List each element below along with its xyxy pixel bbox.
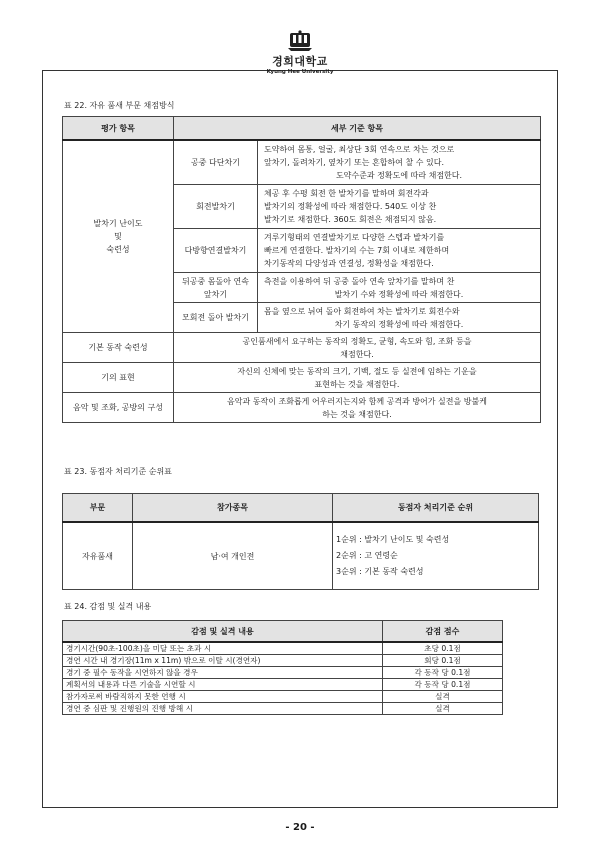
deduction-points: 각 동작 당 0.1점 bbox=[383, 679, 503, 691]
table-row bbox=[63, 679, 503, 691]
row-description: 자신의 신체에 맞는 동작의 크기, 기백, 절도 등 실전에 임하는 기운을 표현하는 것을 채점한다. bbox=[174, 363, 541, 393]
deduction-content: 경연 중 심판 및 진행원의 진행 방해 시 bbox=[63, 703, 383, 715]
logo-name-korean: 경희대학교 bbox=[272, 55, 328, 68]
deduction-content: 경기 중 필수 동작을 시연하지 않을 경우 bbox=[63, 667, 383, 679]
page-number: - 20 - bbox=[285, 822, 315, 833]
table-row bbox=[63, 667, 503, 679]
table23-caption: 표 23. 동점자 처리기준 순위표 bbox=[64, 467, 172, 476]
crest-icon bbox=[287, 30, 313, 52]
row-description: 공인품새에서 요구하는 동작의 정확도, 균형, 속도와 힘, 조화 등을 채점한다. bbox=[174, 333, 541, 363]
header-deduction-points: 감점 점수 bbox=[383, 621, 503, 643]
table24-caption: 표 24. 감점 및 실격 내용 bbox=[64, 602, 152, 611]
item-description: 몸을 옆으로 뉘여 돌아 회전하여 차는 발차기로 회전수와 차기 동작의 정확성에 따라 채점한다. bbox=[258, 303, 541, 333]
header-eval-item: 평가 항목 bbox=[63, 117, 174, 141]
header-division: 부문 bbox=[63, 494, 133, 523]
deduction-table bbox=[62, 620, 503, 715]
table-row bbox=[63, 363, 541, 393]
table-row bbox=[63, 393, 541, 423]
table-row bbox=[63, 140, 541, 185]
deduction-points: 실격 bbox=[383, 703, 503, 715]
item-description: 도약하여 몸통, 얼굴, 최상단 3회 연속으로 차는 것으로 앞차기, 돌려차기, 옆차기 또는 혼합하여 찰 수 있다. 도약수준과 정확도에 따라 채점한다. bbox=[258, 140, 541, 185]
row-label: 기본 동작 숙련성 bbox=[63, 333, 174, 363]
deduction-points: 회당 0.1점 bbox=[383, 655, 503, 667]
row-label: 기의 표현 bbox=[63, 363, 174, 393]
scoring-table bbox=[62, 116, 541, 423]
header-tiebreak-order: 동점자 처리기준 순위 bbox=[333, 494, 539, 523]
header-event: 참가종목 bbox=[133, 494, 333, 523]
group-label-kick-difficulty: 발차기 난이도 및 숙련성 bbox=[63, 140, 174, 333]
deduction-points: 각 동작 당 0.1점 bbox=[383, 667, 503, 679]
deduction-content: 참가자로써 바람직하지 못한 언행 시 bbox=[63, 691, 383, 703]
table-row bbox=[63, 703, 503, 715]
event-cell: 남·여 개인전 bbox=[133, 522, 333, 590]
table-header-row bbox=[63, 621, 503, 643]
item-name: 모회전 돌아 발차기 bbox=[174, 303, 258, 333]
item-name: 다방향연결발차기 bbox=[174, 229, 258, 273]
table22-caption: 표 22. 자유 품새 부문 채점방식 bbox=[64, 101, 175, 110]
row-label: 음악 및 조화, 공방의 구성 bbox=[63, 393, 174, 423]
table-row bbox=[63, 655, 503, 667]
header-deduction-content: 감점 및 실격 내용 bbox=[63, 621, 383, 643]
deduction-content: 경기시간(90초-100초)을 미달 또는 초과 시 bbox=[63, 642, 383, 655]
table-row bbox=[63, 522, 539, 590]
item-name: 회전발차기 bbox=[174, 185, 258, 229]
table-header-row bbox=[63, 494, 539, 523]
row-description: 음악과 동작이 조화롭게 어우러지는지와 함께 공격과 방어가 실전을 방불케 하는 것을 채점한다. bbox=[174, 393, 541, 423]
item-description: 체공 후 수평 회전 한 발차기를 말하며 회전각과 발차기의 정확성에 따라 채점한다. 540도 이상 찬 발차기로 채점한다. 360도 회전은 채점되지 않음. bbox=[258, 185, 541, 229]
tiebreak-order-cell: 1순위 : 발차기 난이도 및 숙련성 2순위 : 고 연령순 3순위 : 기본 동작 숙련성 bbox=[333, 522, 539, 590]
deduction-points: 실격 bbox=[383, 691, 503, 703]
item-description: 겨루기형태의 연결발차기로 다양한 스텝과 발차기를 빠르게 연결한다. 발차기의 수는 7회 이내로 제한하며 차기동작의 다양성과 연결성, 정확성을 채점한다. bbox=[258, 229, 541, 273]
table-header-row bbox=[63, 117, 541, 141]
university-logo bbox=[265, 30, 335, 75]
deduction-points: 초당 0.1점 bbox=[383, 642, 503, 655]
item-name: 뒤공중 몸돌아 연속 앞차기 bbox=[174, 273, 258, 303]
tiebreak-table bbox=[62, 493, 539, 590]
logo-name-english: Kyung Hee University bbox=[266, 69, 334, 75]
table-row bbox=[63, 642, 503, 655]
table-row bbox=[63, 691, 503, 703]
deduction-content: 계획서의 내용과 다른 기술을 시연할 시 bbox=[63, 679, 383, 691]
header-detail-criteria: 세부 기준 항목 bbox=[174, 117, 541, 141]
division-cell: 자유품새 bbox=[63, 522, 133, 590]
table-row bbox=[63, 333, 541, 363]
item-description: 측전을 이용하여 뒤 공중 돌아 연속 앞차기를 말하며 찬 발차기 수와 정확성에 따라 채점한다. bbox=[258, 273, 541, 303]
deduction-content: 경연 시간 내 경기장(11m x 11m) 밖으로 이탈 시(경연자) bbox=[63, 655, 383, 667]
item-name: 공중 다단차기 bbox=[174, 140, 258, 185]
